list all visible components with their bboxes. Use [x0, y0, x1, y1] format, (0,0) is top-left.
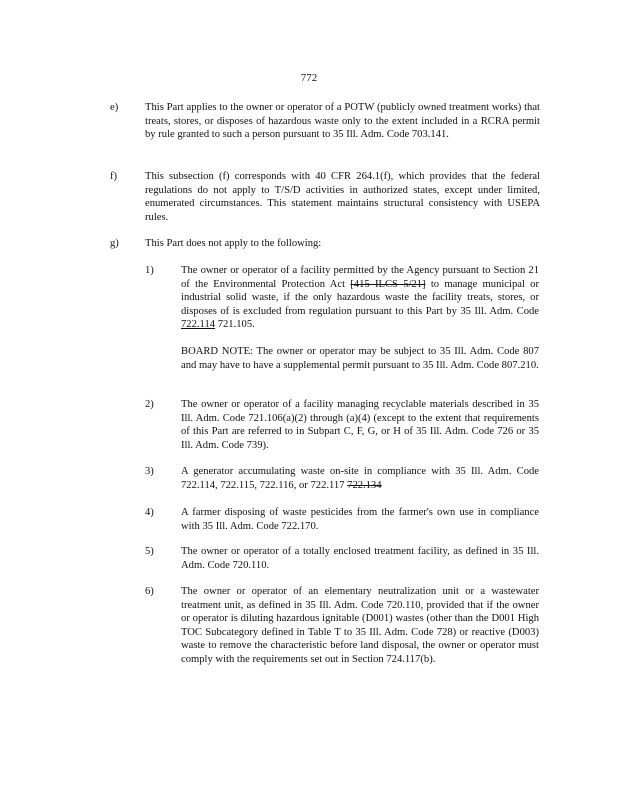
subitem-1-text-b: to manage municipal or industrial solid waste, if the only hazardous waste the facility treats, stores, or disposes of is excluded from regulation pursuant to this Part by 35 Ill. Adm. Code — [181, 278, 539, 317]
deleted-citation: [415 ILCS 5/21] — [350, 278, 426, 290]
subitem-5-text: The owner or operator of a totally enclosed treatment facility, as defined in 35 Ill. Adm. Code 720.110. — [181, 546, 539, 571]
subitem-4-label: 4) — [145, 507, 154, 518]
page-number: 772 — [300, 72, 318, 84]
subitem-6-text: The owner or operator of an elementary neutralization unit or a wastewater treatment unit, as defined in 35 Ill. Adm. Code 720.110, provided that if the owner or operator is diluting hazardous ignitable (D001) wastes (other than the D001 High TOC Subcategory defined in Table T to 35 Ill. Adm. Code 728) or reactive (D003) waste to remove the characteristic before land disposal, the owner or operator must comply with the requirements set out in Section 724.117(b). — [181, 586, 539, 665]
item-g-label: g) — [110, 238, 119, 249]
item-f-text: This subsection (f) corresponds with 40 CFR 264.1(f), which provides that the federal regulations do not apply to T/S/D activities in authorized states, except under limited, enumerated circumstances. This statement maintains structural consistency with USEPA rules. — [145, 171, 540, 223]
subitem-1-text-c: 721.105. — [215, 319, 255, 331]
subitem-1-text-a: The owner or operator of a facility permitted by the Agency pursuant to Section 21 of the Environmental Protection Act — [181, 265, 539, 290]
subitem-1-text — [181, 264, 539, 332]
item-e-text: This Part applies to the owner or operator of a POTW (publicly owned treatment works) that treats, stores, or disposes of hazardous waste only to the extent included in a RCRA permit by rule granted to such a person pursuant to 35 Ill. Adm. Code 703.141. — [145, 102, 540, 141]
subitem-3-label: 3) — [145, 466, 154, 477]
subitem-6-label: 6) — [145, 586, 154, 597]
subitem-2-text: The owner or operator of a facility managing recyclable materials described in 35 Ill. Adm. Code 721.106(a)(2) through (a)(4) (except to the extent that requirements of this Part are referred to in Subpart C, F, G, or H of 35 Ill. Adm. Code 726 or 35 Ill. Adm. Code 739). — [181, 399, 539, 451]
board-note: BOARD NOTE: The owner or operator may be subject to 35 Ill. Adm. Code 807 and may have to have a supplemental permit pursuant to 35 Ill. Adm. Code 807.210. — [181, 346, 539, 371]
subitem-5-label: 5) — [145, 546, 154, 557]
subitem-2-label: 2) — [145, 399, 154, 410]
subitem-4-text: A farmer disposing of waste pesticides from the farmer's own use in compliance with 35 Ill. Adm. Code 722.170. — [181, 507, 539, 532]
item-e-label: e) — [110, 102, 119, 113]
item-g-text: This Part does not apply to the following: — [145, 238, 322, 249]
subitem-3-text — [181, 465, 539, 492]
subitem-3-text-a: A generator accumulating waste on-site in compliance with 35 Ill. Adm. Code 722.114, 722.115, 722.116, or 722.117 — [181, 466, 539, 491]
item-f-label: f) — [110, 171, 118, 182]
subitem-1-label: 1) — [145, 265, 154, 276]
inserted-citation: 722.114 — [181, 319, 216, 331]
deleted-citation: 722.134 — [347, 479, 382, 491]
